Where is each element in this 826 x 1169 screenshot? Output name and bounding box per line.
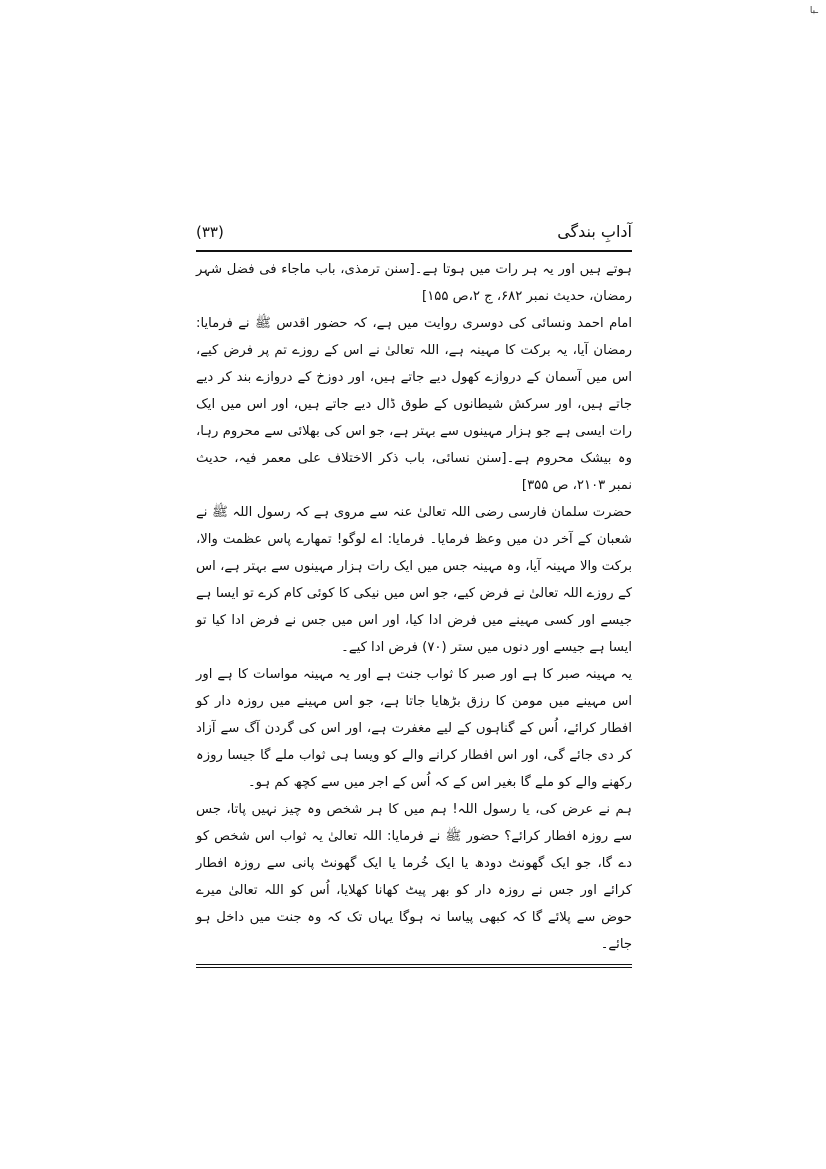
corner-mark: ـبا (809, 6, 818, 16)
footer-rule (196, 964, 632, 968)
page-body (196, 256, 632, 958)
book-title: آدابِ بندگی (557, 222, 632, 241)
paragraph-2: امام احمد ونسائی کی دوسری روایت میں ہے، کہ حضور اقدس ﷺ نے فرمایا: رمضان آیا، یہ برکت کا مہینہ ہے، اللہ تعالیٰ نے اس کے روزے تم پر فرض کیے، اس میں آسمان کے دروازے کھول دیے جاتے ہیں، اور دوزخ کے دروازے بند کر دیے جاتے ہیں، اور سرکش شیطانوں کے طوق ڈال دیے جاتے ہیں، اور اس میں ایک رات ایسی ہے جو ہزار مہینوں سے بہتر ہے، جو اس کی بھلائی سے محروم رہا، وہ بیشک محروم ہے۔[سنن نسائی، باب ذکر الاختلاف علی معمر فیہ، حدیث نمبر ۲۱۰۳، ص ۳۵۵] (196, 316, 632, 493)
paragraph-3: حضرت سلمان فارسی رضی اللہ تعالیٰ عنہ سے مروی ہے کہ رسول اللہ ﷺ نے شعبان کے آخر دن میں وعظ فرمایا۔ فرمایا: اے لوگو! تمھارے پاس عظمت والا، برکت والا مہینہ آیا، وہ مہینہ جس میں ایک رات ہزار مہینوں سے بہتر ہے، اس کے روزے اللہ تعالیٰ نے فرض کیے، جو اس میں نیکی کا کوئی کام کرے تو ایسا ہے جیسے اور کسی مہینے میں فرض ادا کیا، اور اس میں جس نے فرض ادا کیا تو ایسا ہے جیسے اور دنوں میں ستر (۷۰) فرض ادا کیے۔ (196, 505, 632, 655)
footer-rule-thick (196, 964, 632, 965)
paragraph-4: یہ مہینہ صبر کا ہے اور صبر کا ثواب جنت ہے اور یہ مہینہ مواسات کا ہے اور اس مہینے میں مومن کا رزق بڑھایا جاتا ہے، جو اس مہینے میں روزہ دار کو افطار کرائے، اُس کے گناہوں کے لیے مغفرت ہے، اور اس کی گردن آگ سے آزاد کر دی جائے گی، اور اس افطار کرانے والے کو ویسا ہی ثواب ملے گا جیسا روزہ رکھنے والے کو ملے گا بغیر اس کے کہ اُس کے اجر میں سے کچھ کم ہو۔ (196, 667, 632, 790)
paragraph-5: ہم نے عرض کی، یا رسول اللہ! ہم میں کا ہر شخص وہ چیز نہیں پاتا، جس سے روزہ افطار کرائے؟ حضور ﷺ نے فرمایا: اللہ تعالیٰ یہ ثواب اس شخص کو دے گا، جو ایک گھونٹ دودھ یا ایک خُرما یا ایک گھونٹ پانی سے روزہ افطار کرائے اور جس نے روزہ دار کو بھر پیٹ کھانا کھلایا، اُس کو اللہ تعالیٰ میرے حوض سے پلائے گا کہ کبھی پیاسا نہ ہوگا یہاں تک کہ وہ جنت میں داخل ہو جائے۔ (196, 802, 632, 952)
page-header (196, 222, 632, 246)
header-rule (196, 250, 632, 252)
book-page (196, 222, 632, 958)
page-number: (۳۳) (196, 223, 224, 241)
paragraph-1: ہوتے ہیں اور یہ ہر رات میں ہوتا ہے۔[سنن ترمذی، باب ماجاء فی فضل شہر رمضان، حدیث نمبر ۶۸۲، ج ۲،ص ۱۵۵] (196, 262, 632, 304)
footer-rule-thin (196, 967, 632, 968)
